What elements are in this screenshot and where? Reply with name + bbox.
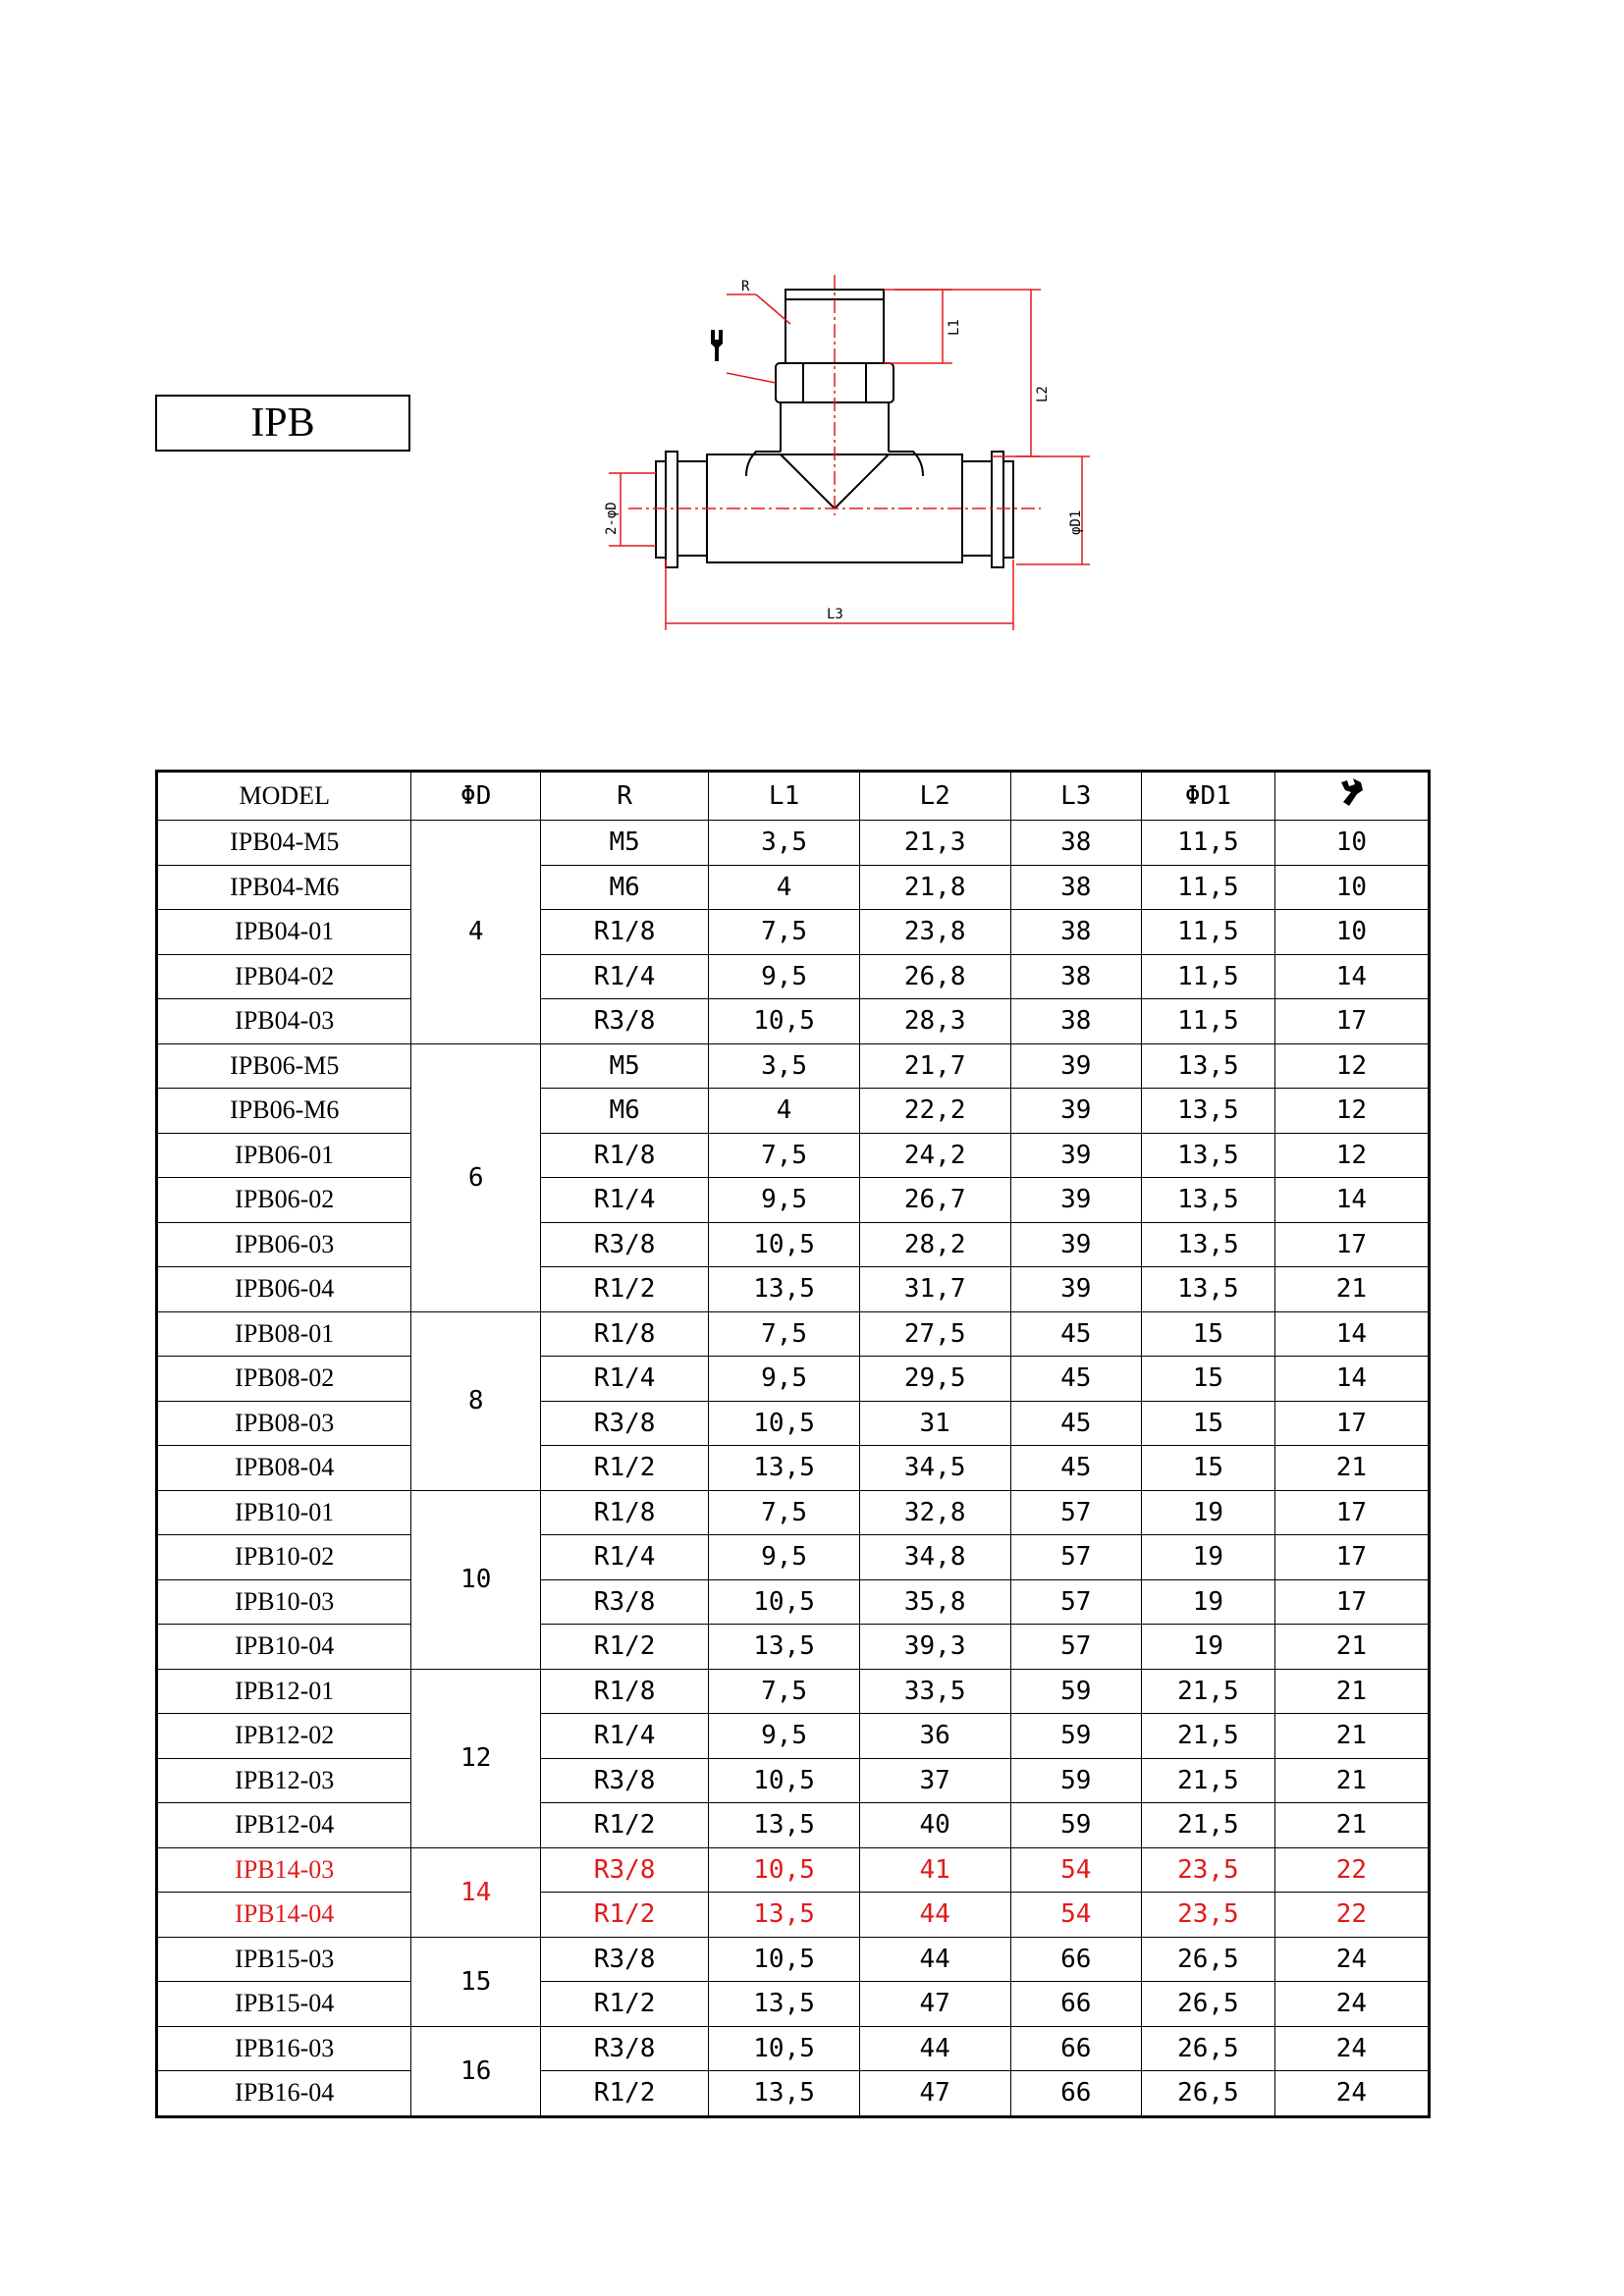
value-cell: 35,8 xyxy=(859,1579,1010,1625)
value-cell: M5 xyxy=(540,821,708,866)
table-row xyxy=(157,1401,1430,1446)
model-cell: IPB04-01 xyxy=(157,910,411,955)
value-cell: 31 xyxy=(859,1401,1010,1446)
table-row xyxy=(157,1937,1430,1982)
value-cell: 10,5 xyxy=(709,1847,860,1893)
value-cell: 26,5 xyxy=(1141,1982,1274,2027)
value-cell: 13,5 xyxy=(1141,1178,1274,1223)
model-cell: IPB12-01 xyxy=(157,1669,411,1714)
value-cell: 38 xyxy=(1010,954,1141,999)
diameter-cell: 12 xyxy=(411,1669,540,1847)
value-cell: 39 xyxy=(1010,1133,1141,1178)
model-cell: IPB16-04 xyxy=(157,2071,411,2117)
value-cell: 26,5 xyxy=(1141,2026,1274,2071)
table-row xyxy=(157,1669,1430,1714)
table-row xyxy=(157,1222,1430,1267)
diameter-cell: 16 xyxy=(411,2026,540,2116)
value-cell: 28,3 xyxy=(859,999,1010,1044)
value-cell: 12 xyxy=(1274,1043,1429,1089)
value-cell: M6 xyxy=(540,865,708,910)
value-cell: 21,5 xyxy=(1141,1758,1274,1803)
value-cell: R3/8 xyxy=(540,1937,708,1982)
table-row xyxy=(157,1758,1430,1803)
table-row xyxy=(157,1446,1430,1491)
value-cell: 26,5 xyxy=(1141,2071,1274,2117)
value-cell: 36 xyxy=(859,1714,1010,1759)
model-cell: IPB10-03 xyxy=(157,1579,411,1625)
value-cell: 9,5 xyxy=(709,1714,860,1759)
diameter-cell: 4 xyxy=(411,821,540,1044)
wrench-icon xyxy=(711,330,723,361)
value-cell: 10,5 xyxy=(709,999,860,1044)
value-cell: 21,7 xyxy=(859,1043,1010,1089)
value-cell: R1/4 xyxy=(540,954,708,999)
diameter-cell: 14 xyxy=(411,1847,540,1937)
value-cell: 13,5 xyxy=(1141,1222,1274,1267)
value-cell: 17 xyxy=(1274,1222,1429,1267)
label-L2: L2 xyxy=(1035,386,1051,402)
model-cell: IPB12-04 xyxy=(157,1803,411,1848)
value-cell: 4 xyxy=(709,865,860,910)
label-L1: L1 xyxy=(947,319,962,336)
value-cell: 44 xyxy=(859,1893,1010,1938)
table-header-row xyxy=(157,772,1430,821)
value-cell: 59 xyxy=(1010,1758,1141,1803)
product-title: IPB xyxy=(155,395,410,452)
value-cell: 19 xyxy=(1141,1490,1274,1535)
table-row xyxy=(157,2026,1430,2071)
value-cell: 24,2 xyxy=(859,1133,1010,1178)
value-cell: 9,5 xyxy=(709,954,860,999)
value-cell: 7,5 xyxy=(709,1490,860,1535)
value-cell: 66 xyxy=(1010,1937,1141,1982)
value-cell: 10 xyxy=(1274,865,1429,910)
model-cell: IPB04-M6 xyxy=(157,865,411,910)
value-cell: 11,5 xyxy=(1141,954,1274,999)
value-cell: 66 xyxy=(1010,1982,1141,2027)
value-cell: 11,5 xyxy=(1141,821,1274,866)
table-row xyxy=(157,999,1430,1044)
model-cell: IPB15-03 xyxy=(157,1937,411,1982)
value-cell: 21 xyxy=(1274,1446,1429,1491)
value-cell: 14 xyxy=(1274,954,1429,999)
table-row xyxy=(157,865,1430,910)
value-cell: 34,5 xyxy=(859,1446,1010,1491)
value-cell: 38 xyxy=(1010,999,1141,1044)
value-cell: 24 xyxy=(1274,2071,1429,2117)
value-cell: 10,5 xyxy=(709,1579,860,1625)
value-cell: R1/2 xyxy=(540,1625,708,1670)
column-header: ΦD1 xyxy=(1141,772,1274,821)
value-cell: R1/8 xyxy=(540,1490,708,1535)
value-cell: R1/4 xyxy=(540,1714,708,1759)
value-cell: 13,5 xyxy=(1141,1267,1274,1312)
value-cell: 3,5 xyxy=(709,821,860,866)
model-cell: IPB08-03 xyxy=(157,1401,411,1446)
value-cell: 39,3 xyxy=(859,1625,1010,1670)
value-cell: 10,5 xyxy=(709,1758,860,1803)
value-cell: 38 xyxy=(1010,910,1141,955)
model-cell: IPB08-04 xyxy=(157,1446,411,1491)
value-cell: 40 xyxy=(859,1803,1010,1848)
table-row xyxy=(157,1535,1430,1580)
value-cell: 17 xyxy=(1274,1490,1429,1535)
value-cell: 34,8 xyxy=(859,1535,1010,1580)
value-cell: 26,7 xyxy=(859,1178,1010,1223)
value-cell: 13,5 xyxy=(1141,1043,1274,1089)
model-cell: IPB10-04 xyxy=(157,1625,411,1670)
fitting-drawing xyxy=(569,265,1119,638)
value-cell: 21,3 xyxy=(859,821,1010,866)
column-header: L1 xyxy=(709,772,860,821)
value-cell: 21 xyxy=(1274,1669,1429,1714)
label-L3: L3 xyxy=(827,607,843,622)
value-cell: 9,5 xyxy=(709,1178,860,1223)
value-cell: 10 xyxy=(1274,821,1429,866)
value-cell: R1/8 xyxy=(540,1311,708,1357)
value-cell: 32,8 xyxy=(859,1490,1010,1535)
model-cell: IPB08-02 xyxy=(157,1357,411,1402)
model-cell: IPB04-03 xyxy=(157,999,411,1044)
value-cell: R1/2 xyxy=(540,2071,708,2117)
value-cell: 10,5 xyxy=(709,2026,860,2071)
spec-table xyxy=(155,770,1431,2118)
value-cell: 38 xyxy=(1010,821,1141,866)
value-cell: 45 xyxy=(1010,1311,1141,1357)
value-cell: 47 xyxy=(859,1982,1010,2027)
value-cell: 22 xyxy=(1274,1893,1429,1938)
model-cell: IPB12-03 xyxy=(157,1758,411,1803)
column-header: MODEL xyxy=(157,772,411,821)
value-cell: 39 xyxy=(1010,1043,1141,1089)
value-cell: 21,8 xyxy=(859,865,1010,910)
value-cell: 7,5 xyxy=(709,1133,860,1178)
diameter-cell: 10 xyxy=(411,1490,540,1669)
table-row xyxy=(157,1490,1430,1535)
value-cell: R3/8 xyxy=(540,1847,708,1893)
model-cell: IPB10-01 xyxy=(157,1490,411,1535)
value-cell: 21,5 xyxy=(1141,1714,1274,1759)
table-row xyxy=(157,1579,1430,1625)
table-row xyxy=(157,1178,1430,1223)
value-cell: R3/8 xyxy=(540,1222,708,1267)
model-cell: IPB16-03 xyxy=(157,2026,411,2071)
value-cell: 45 xyxy=(1010,1446,1141,1491)
value-cell: 19 xyxy=(1141,1579,1274,1625)
value-cell: M6 xyxy=(540,1089,708,1134)
value-cell: R3/8 xyxy=(540,2026,708,2071)
diameter-cell: 15 xyxy=(411,1937,540,2026)
model-cell: IPB04-M5 xyxy=(157,821,411,866)
label-D: 2-φD xyxy=(604,502,620,535)
value-cell: 66 xyxy=(1010,2026,1141,2071)
value-cell: 11,5 xyxy=(1141,910,1274,955)
value-cell: R1/8 xyxy=(540,910,708,955)
column-header: L3 xyxy=(1010,772,1141,821)
value-cell: 33,5 xyxy=(859,1669,1010,1714)
value-cell: 13,5 xyxy=(709,1625,860,1670)
value-cell: 21 xyxy=(1274,1758,1429,1803)
value-cell: 23,8 xyxy=(859,910,1010,955)
table-row xyxy=(157,1357,1430,1402)
value-cell: 21 xyxy=(1274,1803,1429,1848)
value-cell: 45 xyxy=(1010,1401,1141,1446)
column-header: ΦD xyxy=(411,772,540,821)
value-cell: 26,5 xyxy=(1141,1937,1274,1982)
value-cell: 37 xyxy=(859,1758,1010,1803)
table-row xyxy=(157,954,1430,999)
table-row xyxy=(157,1714,1430,1759)
value-cell: 21 xyxy=(1274,1625,1429,1670)
value-cell: 24 xyxy=(1274,2026,1429,2071)
value-cell: 66 xyxy=(1010,2071,1141,2117)
value-cell: 38 xyxy=(1010,865,1141,910)
value-cell: R1/4 xyxy=(540,1178,708,1223)
value-cell: R1/2 xyxy=(540,1893,708,1938)
value-cell: 4 xyxy=(709,1089,860,1134)
value-cell: 57 xyxy=(1010,1579,1141,1625)
label-R: R xyxy=(741,279,750,294)
model-cell: IPB12-02 xyxy=(157,1714,411,1759)
table-row xyxy=(157,1043,1430,1089)
value-cell: R3/8 xyxy=(540,999,708,1044)
column-header: R xyxy=(540,772,708,821)
value-cell: 59 xyxy=(1010,1714,1141,1759)
value-cell: 17 xyxy=(1274,999,1429,1044)
value-cell: 31,7 xyxy=(859,1267,1010,1312)
value-cell: 13,5 xyxy=(709,1267,860,1312)
value-cell: 17 xyxy=(1274,1535,1429,1580)
value-cell: 21 xyxy=(1274,1714,1429,1759)
value-cell: 15 xyxy=(1141,1311,1274,1357)
wrench-header-icon xyxy=(1274,772,1429,821)
value-cell: 7,5 xyxy=(709,1311,860,1357)
table-row xyxy=(157,821,1430,866)
diameter-cell: 8 xyxy=(411,1311,540,1490)
value-cell: R1/8 xyxy=(540,1133,708,1178)
value-cell: 24 xyxy=(1274,1937,1429,1982)
model-cell: IPB06-04 xyxy=(157,1267,411,1312)
value-cell: 12 xyxy=(1274,1133,1429,1178)
model-cell: IPB06-02 xyxy=(157,1178,411,1223)
table-row xyxy=(157,2071,1430,2117)
value-cell: 54 xyxy=(1010,1847,1141,1893)
value-cell: 54 xyxy=(1010,1893,1141,1938)
label-D1: φD1 xyxy=(1068,509,1084,535)
value-cell: R1/4 xyxy=(540,1535,708,1580)
model-cell: IPB15-04 xyxy=(157,1982,411,2027)
value-cell: 39 xyxy=(1010,1222,1141,1267)
value-cell: 15 xyxy=(1141,1357,1274,1402)
model-cell: IPB08-01 xyxy=(157,1311,411,1357)
value-cell: 15 xyxy=(1141,1401,1274,1446)
value-cell: 14 xyxy=(1274,1357,1429,1402)
value-cell: 10,5 xyxy=(709,1937,860,1982)
value-cell: 9,5 xyxy=(709,1535,860,1580)
model-cell: IPB04-02 xyxy=(157,954,411,999)
value-cell: 29,5 xyxy=(859,1357,1010,1402)
value-cell: 17 xyxy=(1274,1401,1429,1446)
value-cell: 59 xyxy=(1010,1669,1141,1714)
value-cell: 13,5 xyxy=(709,1982,860,2027)
value-cell: 15 xyxy=(1141,1446,1274,1491)
value-cell: 13,5 xyxy=(709,1893,860,1938)
value-cell: 10 xyxy=(1274,910,1429,955)
value-cell: R1/2 xyxy=(540,1446,708,1491)
value-cell: 57 xyxy=(1010,1625,1141,1670)
value-cell: 44 xyxy=(859,1937,1010,1982)
value-cell: 39 xyxy=(1010,1089,1141,1134)
value-cell: 9,5 xyxy=(709,1357,860,1402)
value-cell: 13,5 xyxy=(1141,1089,1274,1134)
value-cell: 19 xyxy=(1141,1535,1274,1580)
value-cell: R3/8 xyxy=(540,1579,708,1625)
table-row xyxy=(157,1803,1430,1848)
model-cell: IPB14-04 xyxy=(157,1893,411,1938)
value-cell: 45 xyxy=(1010,1357,1141,1402)
value-cell: 11,5 xyxy=(1141,865,1274,910)
value-cell: 24 xyxy=(1274,1982,1429,2027)
column-header: L2 xyxy=(859,772,1010,821)
value-cell: 7,5 xyxy=(709,910,860,955)
value-cell: 17 xyxy=(1274,1579,1429,1625)
table-row xyxy=(157,1625,1430,1670)
value-cell: 13,5 xyxy=(709,1803,860,1848)
value-cell: 13,5 xyxy=(709,2071,860,2117)
value-cell: 12 xyxy=(1274,1089,1429,1134)
value-cell: 23,5 xyxy=(1141,1893,1274,1938)
table-row xyxy=(157,1893,1430,1938)
value-cell: R3/8 xyxy=(540,1758,708,1803)
value-cell: M5 xyxy=(540,1043,708,1089)
value-cell: 10,5 xyxy=(709,1401,860,1446)
value-cell: 14 xyxy=(1274,1178,1429,1223)
value-cell: 47 xyxy=(859,2071,1010,2117)
model-cell: IPB14-03 xyxy=(157,1847,411,1893)
value-cell: R1/4 xyxy=(540,1357,708,1402)
value-cell: R1/2 xyxy=(540,1803,708,1848)
value-cell: 39 xyxy=(1010,1178,1141,1223)
table-row xyxy=(157,1133,1430,1178)
value-cell: 7,5 xyxy=(709,1669,860,1714)
table-row xyxy=(157,1311,1430,1357)
table-row xyxy=(157,1982,1430,2027)
value-cell: 11,5 xyxy=(1141,999,1274,1044)
value-cell: 3,5 xyxy=(709,1043,860,1089)
value-cell: 19 xyxy=(1141,1625,1274,1670)
value-cell: 21,5 xyxy=(1141,1669,1274,1714)
value-cell: 13,5 xyxy=(709,1446,860,1491)
model-cell: IPB06-03 xyxy=(157,1222,411,1267)
value-cell: 57 xyxy=(1010,1535,1141,1580)
value-cell: 22 xyxy=(1274,1847,1429,1893)
model-cell: IPB06-M5 xyxy=(157,1043,411,1089)
table-row xyxy=(157,1089,1430,1134)
value-cell: 26,8 xyxy=(859,954,1010,999)
diameter-cell: 6 xyxy=(411,1043,540,1311)
value-cell: 27,5 xyxy=(859,1311,1010,1357)
value-cell: 23,5 xyxy=(1141,1847,1274,1893)
value-cell: 44 xyxy=(859,2026,1010,2071)
model-cell: IPB06-01 xyxy=(157,1133,411,1178)
table-row xyxy=(157,1267,1430,1312)
model-cell: IPB06-M6 xyxy=(157,1089,411,1134)
value-cell: 28,2 xyxy=(859,1222,1010,1267)
value-cell: R3/8 xyxy=(540,1401,708,1446)
value-cell: 21 xyxy=(1274,1267,1429,1312)
value-cell: 14 xyxy=(1274,1311,1429,1357)
model-cell: IPB10-02 xyxy=(157,1535,411,1580)
table-row xyxy=(157,1847,1430,1893)
table-row xyxy=(157,910,1430,955)
value-cell: R1/2 xyxy=(540,1267,708,1312)
value-cell: 41 xyxy=(859,1847,1010,1893)
value-cell: 57 xyxy=(1010,1490,1141,1535)
value-cell: R1/8 xyxy=(540,1669,708,1714)
value-cell: 13,5 xyxy=(1141,1133,1274,1178)
value-cell: 22,2 xyxy=(859,1089,1010,1134)
value-cell: 39 xyxy=(1010,1267,1141,1312)
value-cell: 21,5 xyxy=(1141,1803,1274,1848)
value-cell: 10,5 xyxy=(709,1222,860,1267)
value-cell: R1/2 xyxy=(540,1982,708,2027)
value-cell: 59 xyxy=(1010,1803,1141,1848)
